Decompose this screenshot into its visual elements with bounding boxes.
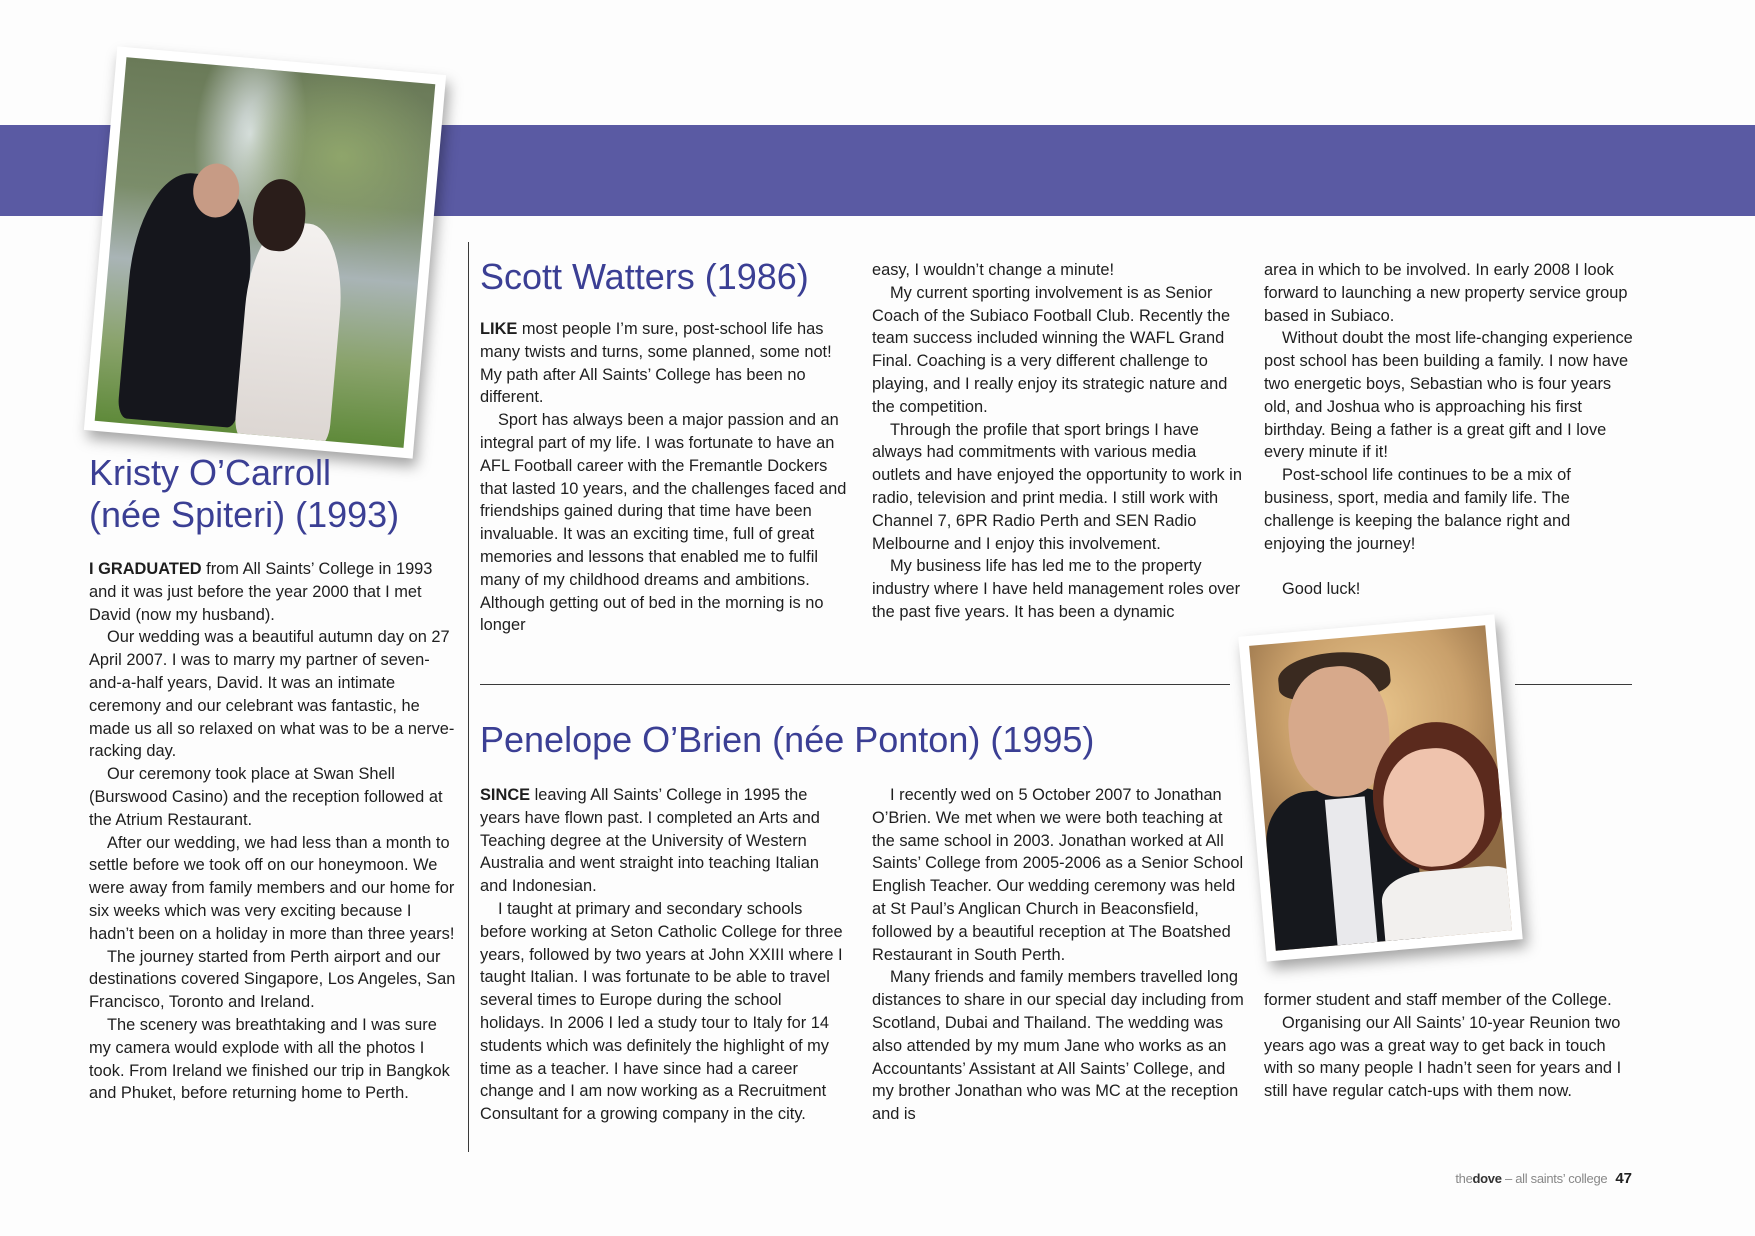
- scott-column-3: [1264, 259, 1634, 601]
- kristy-lead-word: I GRADUATED: [89, 560, 202, 578]
- penelope-wedding-image: [1249, 625, 1512, 950]
- kristy-heading-line1: Kristy O’Carroll: [89, 452, 332, 493]
- section-divider: [480, 684, 1230, 685]
- kristy-wedding-image: [95, 57, 436, 448]
- scott-paragraph: Through the profile that sport brings I have always had commitments with various media outlets and have enjoyed the opportunity to work in radio, television and print media. I still work with Channel 7, 6PR Radio Perth and SEN Radio Melbourne and I enjoy this involvement.: [872, 420, 1242, 553]
- scott-paragraph: easy, I wouldn’t change a minute!: [872, 261, 1115, 279]
- penelope-paragraph: SINCE leaving All Saints’ College in 1995 the years have flown past. I completed an Arts and Teaching degree at the University of Western Australia and went straight into teaching Italian and Indonesian.: [480, 786, 820, 896]
- kristy-paragraph: Our ceremony took place at Swan Shell (Burswood Casino) and the reception followed at the Atrium Restaurant.: [89, 765, 443, 829]
- scott-paragraph: My business life has led me to the property industry where I have held management roles over the past five years. It has been a dynamic: [872, 557, 1241, 621]
- page-number: 47: [1615, 1170, 1632, 1187]
- scott-lead-word: LIKE: [480, 320, 518, 338]
- penelope-paragraph: I recently wed on 5 October 2007 to Jonathan O’Brien. We met when we were both teaching at the same school in 2003. Jonathan worked at All Saints’ College from 2005-2006 as a Senior School English Teacher. Our wedding ceremony was held at St Paul’s Anglican Church in Beaconsfield, followed by a beautiful reception at The Boatshed Restaurant in South Perth.: [872, 786, 1244, 964]
- penelope-column-2: [872, 784, 1248, 1126]
- kristy-wedding-photo: [84, 46, 446, 458]
- penelope-paragraph: Organising our All Saints’ 10-year Reunion two years ago was a great way to get back in touch with so many people I hadn’t seen for years and I still have regular catch-ups with them now.: [1264, 1013, 1622, 1101]
- scott-paragraph: My current sporting involvement is as Senior Coach of the Subiaco Football Club. Recently the team success included winning the WAFL Grand Final. Coaching is a very different challenge to playing, and I really enjoy its strategic nature and the competition.: [872, 283, 1231, 416]
- kristy-heading-line2: (née Spiteri) (1993): [89, 494, 400, 536]
- kristy-paragraph: Our wedding was a beautiful autumn day on 27 April 2007. I was to marry my partner of seven-and-a-half years, David. It was an intimate ceremony and our celebrant was fantastic, he made us all so relaxed on what was to be a nerve-racking day.: [89, 628, 455, 761]
- kristy-paragraph: I GRADUATED from All Saints’ College in 1993 and it was just before the year 2000 that I met David (now my husband).: [89, 560, 433, 624]
- scott-column-1: [480, 318, 850, 637]
- paragraph-gap: [1264, 555, 1634, 578]
- section-divider: [1515, 684, 1632, 685]
- publication-name: thedove – all saints’ college: [1455, 1171, 1608, 1186]
- scott-heading: Scott Watters (1986): [480, 256, 809, 297]
- scott-paragraph: Post-school life continues to be a mix of business, sport, media and family life. The challenge is keeping the balance right and enjoying the journey!: [1264, 466, 1571, 553]
- bride-figure: [234, 219, 348, 446]
- penelope-paragraph: former student and staff member of the College.: [1264, 991, 1612, 1009]
- penelope-paragraph: I taught at primary and secondary schools before working at Seton Catholic College for three years, followed by two years at John XXIII where I taught Italian. I was fortunate to be able to travel several times to Europe during the school holidays. In 2006 I led a study tour to Italy for 14 students which was definitely the highlight of my time as a teacher. I have since had a career change and I am now working as a Recruitment Consultant for a growing company in the city.: [480, 899, 843, 1124]
- kristy-paragraph: The journey started from Perth airport and our destinations covered Singapore, Los Angeles, San Francisco, Toronto and Ireland.: [89, 947, 456, 1012]
- scott-column-2: [872, 259, 1248, 624]
- penelope-wedding-photo: [1238, 614, 1522, 961]
- scott-paragraph: LIKE most people I’m sure, post-school life has many twists and turns, some planned, some not! My path after All Saints’ College has been no different.: [480, 320, 832, 407]
- scott-paragraph: Without doubt the most life-changing experience post school has been building a family. I now have two energetic boys, Sebastian who is four years old, and Joshua who is approaching his first birthday. Being a father is a great gift and I love every minute if it!: [1264, 329, 1633, 462]
- kristy-paragraph: After our wedding, we had less than a month to settle before we took off on our honeymoon. We were away from family members and our home for six weeks which was very exciting because I hadn’t been on a holiday in more than three years!: [89, 833, 455, 943]
- scott-paragraph: Sport has always been a major passion and an integral part of my life. I was fortunate to have an AFL Football career with the Fremantle Dockers that lasted 10 years, and the challenges faced and friendships gained during that time have been invaluable. It was an exciting time, full of great memories and lessons that enabled me to fulfil many of my childhood dreams and ambitions. Although getting out of bed in the morning is no longer: [480, 411, 847, 635]
- penelope-paragraph: Many friends and family members travelled long distances to share in our special day including from Scotland, Dubai and Thailand. The wedding was also attended by my mum Jane who works as an Accountants’ Assistant at All Saints’ College, and my brother Jonathan who was MC at the reception and is: [872, 968, 1244, 1124]
- kristy-article-column: [89, 558, 459, 1105]
- penelope-column-1: [480, 784, 850, 1126]
- kristy-paragraph: The scenery was breathtaking and I was sure my camera would explode with all the photos I took. From Ireland we finished our trip in Bangkok and Phuket, before returning home to Perth.: [89, 1015, 450, 1103]
- penelope-column-3: [1264, 989, 1634, 1103]
- page-footer: [1400, 1170, 1632, 1187]
- penelope-lead-word: SINCE: [480, 786, 531, 804]
- kristy-heading: [89, 452, 429, 537]
- penelope-heading: Penelope O’Brien (née Ponton) (1995): [480, 719, 1095, 760]
- scott-paragraph: area in which to be involved. In early 2008 I look forward to launching a new property service group based in Subiaco.: [1264, 261, 1628, 325]
- scott-signoff: Good luck!: [1282, 580, 1361, 599]
- column-divider: [468, 242, 469, 1152]
